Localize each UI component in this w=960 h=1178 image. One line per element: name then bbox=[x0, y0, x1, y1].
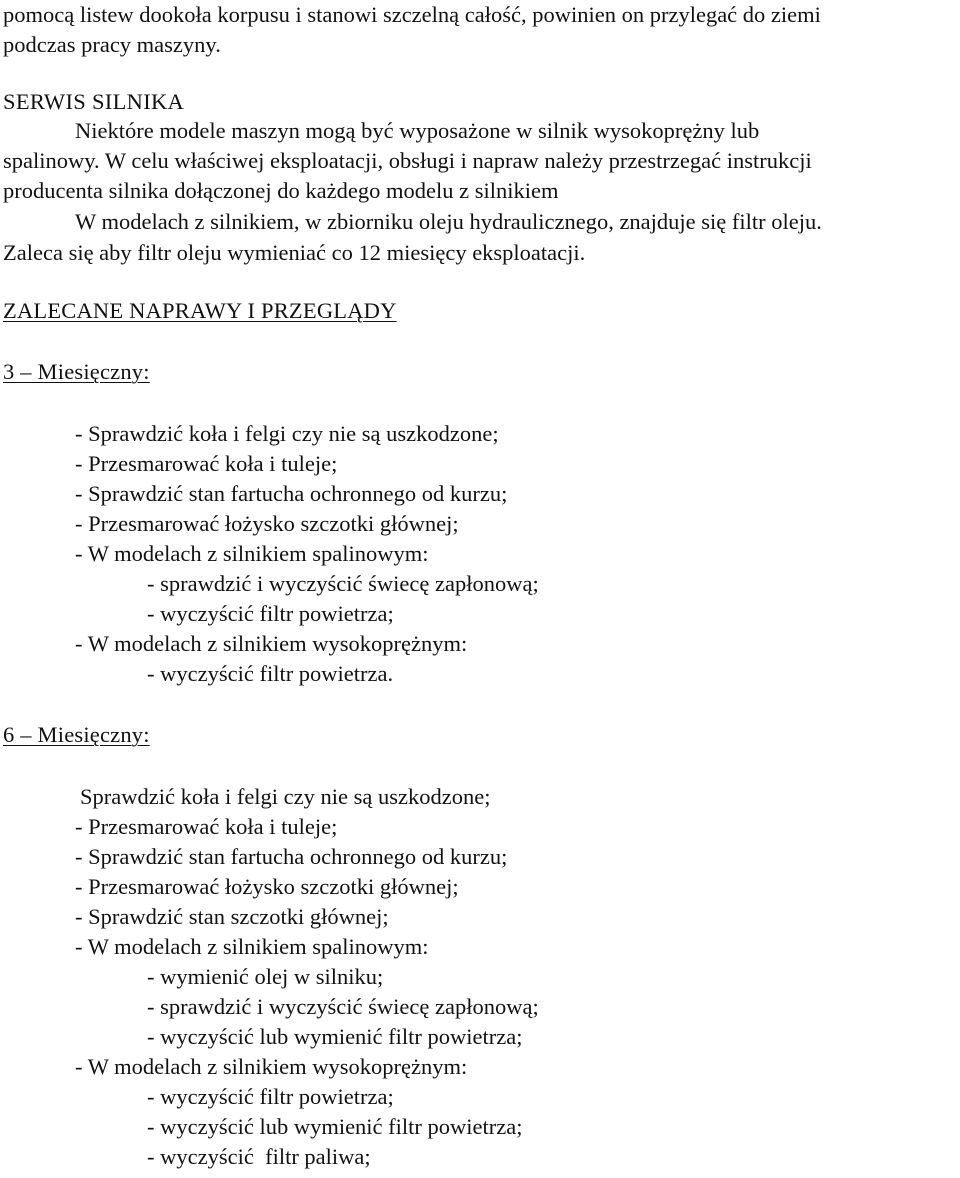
month-3-subitem: - wyczyścić filtr powietrza; bbox=[147, 601, 394, 626]
month-6-subitem: - wyczyścić filtr powietrza; bbox=[147, 1084, 394, 1109]
month-6-heading: 6 – Miesięczny: bbox=[3, 722, 150, 747]
engine-service-p1-line-1: Niektóre modele maszyn mogą być wyposażone w silnik wysokoprężny lub bbox=[75, 118, 760, 143]
repairs-heading: ZALECANE NAPRAWY I PRZEGLĄDY bbox=[3, 298, 397, 323]
engine-service-p2-line-2: Zaleca się aby filtr oleju wymieniać co 12 miesięcy eksploatacji. bbox=[3, 240, 586, 265]
month-3-item: - Przesmarować koła i tuleje; bbox=[75, 451, 338, 476]
engine-service-heading: SERWIS SILNIKA bbox=[3, 89, 185, 114]
engine-service-p1-line-2: spalinowy. W celu właściwej eksploatacji, obsługi i napraw należy przestrzegać instrukcji bbox=[3, 148, 812, 173]
month-3-subitem: - sprawdzić i wyczyścić świecę zapłonową; bbox=[147, 571, 539, 596]
month-6-item: - W modelach z silnikiem wysokoprężnym: bbox=[75, 1054, 468, 1079]
month-6-item: - W modelach z silnikiem spalinowym: bbox=[75, 934, 429, 959]
month-3-item: - W modelach z silnikiem spalinowym: bbox=[75, 541, 429, 566]
month-6-item: - Sprawdzić stan fartucha ochronnego od kurzu; bbox=[75, 844, 508, 869]
month-6-item: - Sprawdzić stan szczotki głównej; bbox=[75, 904, 389, 929]
month-6-item: Sprawdzić koła i felgi czy nie są uszkodzone; bbox=[80, 784, 491, 809]
month-6-item: - Przesmarować łożysko szczotki głównej; bbox=[75, 874, 459, 899]
month-3-item: - Przesmarować łożysko szczotki głównej; bbox=[75, 511, 459, 536]
month-3-item: - Sprawdzić stan fartucha ochronnego od kurzu; bbox=[75, 481, 508, 506]
engine-service-p2-line-1: W modelach z silnikiem, w zbiorniku oleju hydraulicznego, znajduje się filtr oleju. bbox=[75, 209, 822, 234]
month-3-subitem: - wyczyścić filtr powietrza. bbox=[147, 661, 394, 686]
month-6-item: - Przesmarować koła i tuleje; bbox=[75, 814, 338, 839]
month-3-heading: 3 – Miesięczny: bbox=[3, 359, 150, 384]
month-6-subitem: - wyczyścić lub wymienić filtr powietrza; bbox=[147, 1114, 523, 1139]
month-6-subitem: - sprawdzić i wyczyścić świecę zapłonową; bbox=[147, 994, 539, 1019]
month-3-item: - Sprawdzić koła i felgi czy nie są uszkodzone; bbox=[75, 421, 499, 446]
intro-line-1: pomocą listew dookoła korpusu i stanowi szczelną całość, powinien on przylegać do ziemi bbox=[3, 2, 821, 27]
month-3-item: - W modelach z silnikiem wysokoprężnym: bbox=[75, 631, 468, 656]
month-6-subitem: - wymienić olej w silniku; bbox=[147, 964, 384, 989]
month-6-subitem: - wyczyścić lub wymienić filtr powietrza; bbox=[147, 1024, 523, 1049]
engine-service-p1-line-3: producenta silnika dołączonej do każdego modelu z silnikiem bbox=[3, 178, 559, 203]
month-6-subitem: - wyczyścić filtr paliwa; bbox=[147, 1144, 371, 1169]
intro-line-2: podczas pracy maszyny. bbox=[3, 32, 221, 57]
